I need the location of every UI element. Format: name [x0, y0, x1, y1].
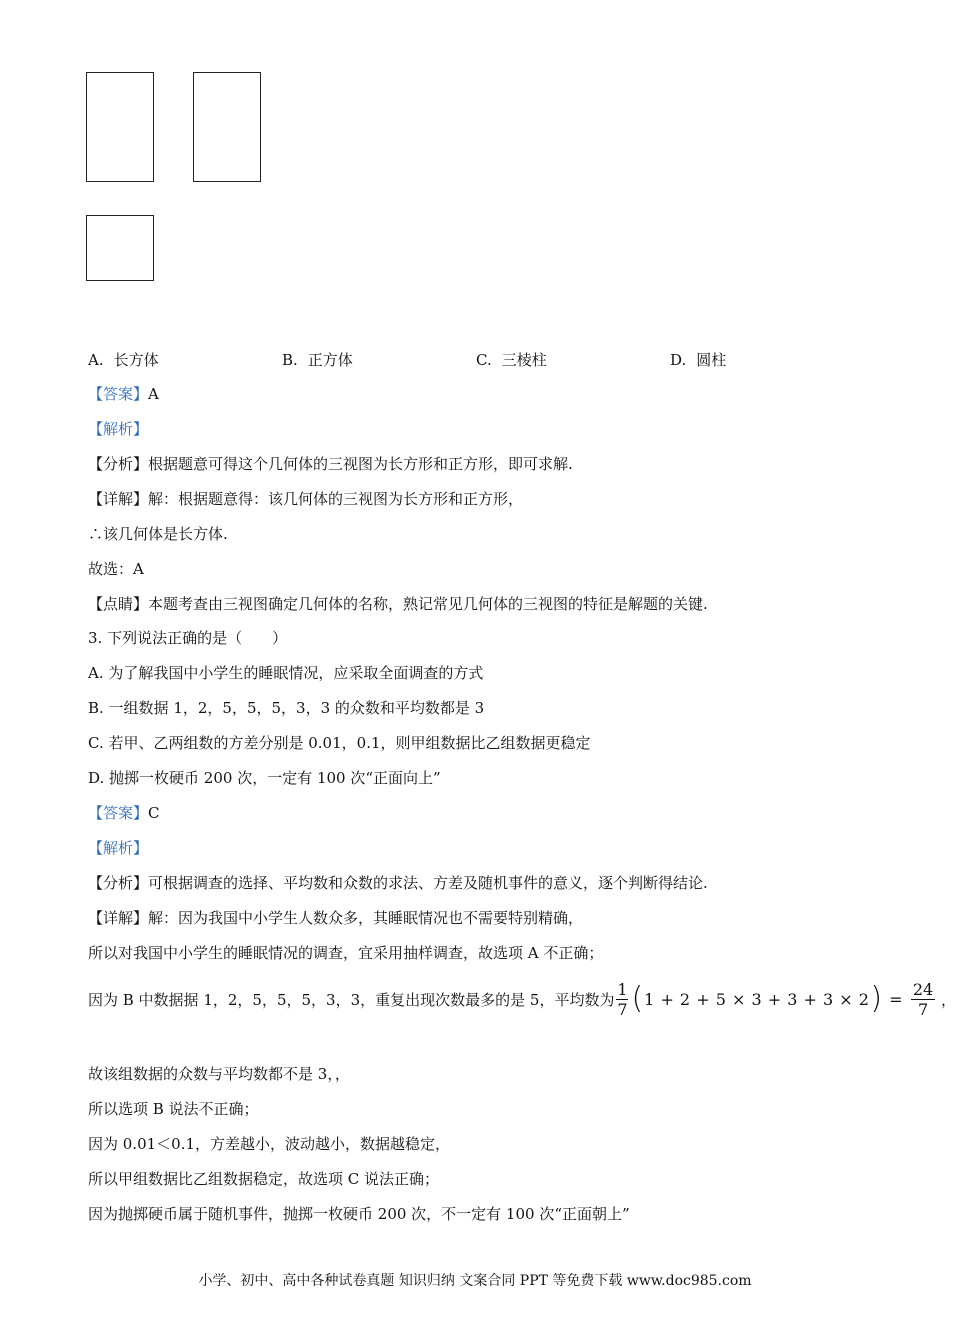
- fenxi-text: 根据题意可得这个几何体的三视图为长方形和正方形，即可求解.: [148, 455, 573, 473]
- trailing-comma: ，: [941, 990, 956, 1009]
- option-letter: A.: [88, 351, 104, 369]
- q3-fenxi-line: [88, 873, 708, 893]
- fraction-numerator: 24: [912, 979, 934, 999]
- q3-answer-line: [88, 803, 160, 823]
- option-letter: B.: [282, 351, 298, 369]
- q3-analysis-line: [88, 838, 148, 858]
- option-text: 长方体: [113, 351, 159, 369]
- analysis-tag: 【解析】: [88, 420, 149, 438]
- xiangjie-tag: 【详解】: [88, 490, 149, 508]
- analysis-tag: 【解析】: [88, 839, 149, 857]
- q3-line-b2: 故该组数据的众数与平均数都不是 3，，: [88, 1065, 350, 1083]
- fenxi-text: 可根据调查的选择、平均数和众数的求法、方差及随机事件的意义，逐个判断得结论.: [148, 874, 708, 892]
- xiangjie-text: 解：根据题意得：该几何体的三视图为长方形和正方形，: [148, 490, 524, 508]
- answer-tag: 【答案】: [88, 385, 149, 403]
- fraction-denominator: 7: [917, 999, 929, 1019]
- dianjing-text: 本题考查由三视图确定几何体的名称，熟记常见几何体的三视图的特征是解题的关键.: [148, 595, 708, 613]
- equals-sign: =: [889, 989, 904, 1009]
- dianjing-tag: 【点睛】: [88, 595, 149, 613]
- q3-line-a: 所以对我国中小学生的睡眠情况的调查，宜采用抽样调查，故选项 A 不正确；: [88, 944, 604, 962]
- mean-intro-text: 因为 B 中数据据 1，2，5，5，5，3，3，重复出现次数最多的是 5，平均数为: [88, 990, 615, 1009]
- q3-line-b3: 所以选项 B 说法不正确；: [88, 1100, 259, 1118]
- fraction-one-seventh: [616, 980, 628, 1019]
- q3-xiangjie-line: [88, 908, 583, 928]
- option-d: [670, 350, 726, 370]
- option-text: 正方体: [307, 351, 353, 369]
- q3-stem: 3. 下列说法正确的是（ ）: [88, 629, 288, 647]
- q2-dianjing-line: [88, 594, 708, 614]
- side-view-rectangle: [193, 72, 261, 182]
- q2-therefore-line: ∴该几何体是长方体.: [88, 525, 228, 543]
- option-a: [88, 350, 159, 370]
- q2-analysis-line: [88, 419, 148, 439]
- q2-fenxi-line: [88, 454, 573, 474]
- q3-line-c2: 所以甲组数据比乙组数据稳定，故选项 C 说法正确；: [88, 1170, 440, 1188]
- xiangjie-tag: 【详解】: [88, 909, 149, 927]
- fenxi-tag: 【分析】: [88, 455, 149, 473]
- q2-answer-line: [88, 384, 159, 404]
- page-footer: 小学、初中、高中各种试卷真题 知识归纳 文案合同 PPT 等免费下载 www.doc985.com: [198, 1273, 752, 1289]
- answer-value: C: [148, 804, 160, 822]
- q2-xiangjie-line: [88, 489, 523, 509]
- q3-mean-formula-line: [88, 974, 956, 1024]
- q2-choose-line: 故选：A: [88, 560, 144, 578]
- right-paren: ): [870, 981, 883, 1016]
- option-text: 圆柱: [696, 351, 727, 369]
- fraction-result: [911, 980, 935, 1019]
- front-view-rectangle: [86, 72, 154, 182]
- left-paren: (: [631, 981, 644, 1016]
- option-c: [476, 350, 547, 370]
- sum-expression: 1 + 2 + 5 × 3 + 3 + 3 × 2: [644, 989, 870, 1009]
- answer-value: A: [148, 385, 159, 403]
- fraction-numerator: 1: [617, 979, 628, 999]
- xiangjie-text: 解：因为我国中小学生人数众多，其睡眠情况也不需要特别精确，: [148, 909, 584, 927]
- q3-line-d1: 因为抛掷硬币属于随机事件，抛掷一枚硬币 200 次，不一定有 100 次“正面朝上”: [88, 1205, 630, 1223]
- option-b: [282, 350, 353, 370]
- fenxi-tag: 【分析】: [88, 874, 149, 892]
- q3-option-a: A. 为了解我国中小学生的睡眠情况，应采取全面调查的方式: [88, 664, 484, 682]
- answer-tag: 【答案】: [88, 804, 149, 822]
- option-text: 三棱柱: [501, 351, 547, 369]
- fraction-denominator: 7: [617, 999, 628, 1019]
- option-letter: D.: [670, 351, 687, 369]
- option-letter: C.: [476, 351, 492, 369]
- q3-option-d: D. 抛掷一枚硬币 200 次，一定有 100 次“正面向上”: [88, 769, 441, 787]
- top-view-square: [86, 215, 154, 281]
- q3-option-b: B. 一组数据 1，2，5，5，5，3，3 的众数和平均数都是 3: [88, 699, 485, 717]
- q3-option-c: C. 若甲、乙两组数的方差分别是 0.01，0.1，则甲组数据比乙组数据更稳定: [88, 734, 591, 752]
- q3-line-c1: 因为 0.01＜0.1，方差越小，波动越小，数据越稳定，: [88, 1135, 451, 1153]
